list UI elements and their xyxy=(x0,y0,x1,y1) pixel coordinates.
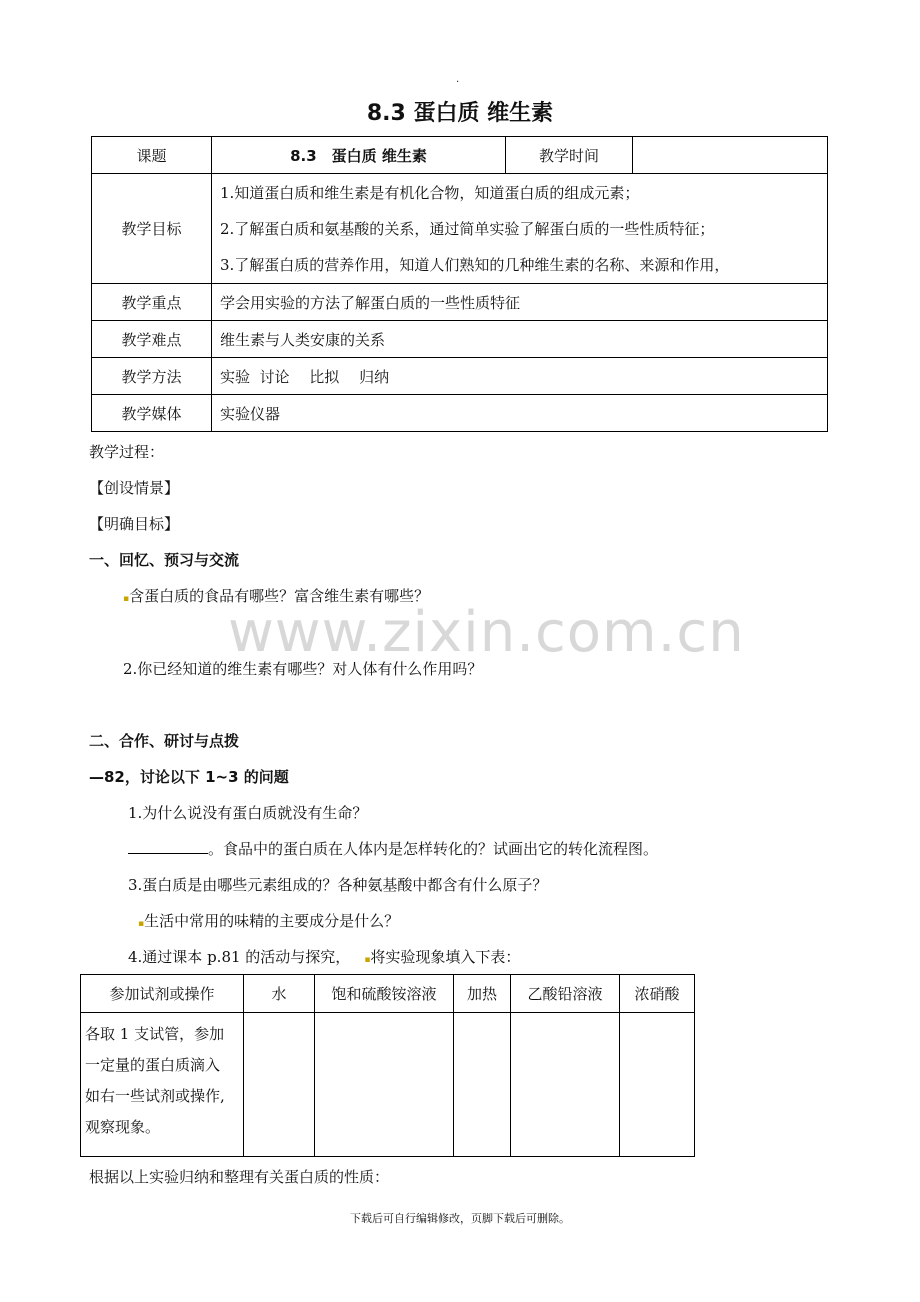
discussion-4-text-a: 4.通过课本 p.81 的活动与探究， xyxy=(128,948,351,966)
discussion-3b xyxy=(138,910,399,931)
media-label: 教学媒体 xyxy=(92,395,212,432)
exp-cell-lead-acetate[interactable] xyxy=(511,1013,620,1157)
goal-item: 1.知道蛋白质和维生素是有机化合物，知道蛋白质的组成元素； xyxy=(220,183,640,202)
exp-cell-water[interactable] xyxy=(244,1013,315,1157)
exp-description xyxy=(81,1013,244,1157)
annotation-mark: ▪ xyxy=(138,919,145,929)
discussion-3: 3.蛋白质是由哪些元素组成的？各种氨基酸中都含有什么原子？ xyxy=(128,876,548,894)
discussion-1: 1.为什么说没有蛋白质就没有生命？ xyxy=(128,804,368,822)
discussion-2-text: 。食品中的蛋白质在人体内是怎样转化的？试画出它的转化流程图。 xyxy=(208,840,659,858)
topic-value: 8.3 蛋白质 维生素 xyxy=(212,137,506,174)
discussion-2 xyxy=(128,838,658,859)
discussion-4 xyxy=(128,946,520,967)
exp-description-line: 各取 1 支试管，参加 xyxy=(85,1025,225,1043)
time-label: 教学时间 xyxy=(506,137,633,174)
exp-header-nitric-acid: 浓硝酸 xyxy=(620,975,695,1013)
lesson-info-table xyxy=(91,136,828,432)
key-value: 学会用实验的方法了解蛋白质的一些性质特征 xyxy=(212,284,828,321)
watermark: www.zixin.com.cn xyxy=(228,600,745,665)
header-dot: . xyxy=(456,74,460,85)
exp-header-ammonium-sulfate: 饱和硫酸铵溶液 xyxy=(315,975,454,1013)
section-1-heading: 一、回忆、预习与交流 xyxy=(89,551,240,569)
method-label: 教学方法 xyxy=(92,358,212,395)
discussion-3b-text: 生活中常用的味精的主要成分是什么？ xyxy=(144,912,400,930)
discussion-intro: —82，讨论以下 1~3 的问题 xyxy=(89,768,289,786)
exp-header-water: 水 xyxy=(244,975,315,1013)
goal-item: 2.了解蛋白质和氨基酸的关系，通过简单实验了解蛋白质的一些性质特征； xyxy=(220,219,715,238)
exp-cell-heat[interactable] xyxy=(454,1013,511,1157)
question-1-text: 含蛋白质的食品有哪些？富含维生素有哪些？ xyxy=(129,587,430,605)
footer-note: 下载后可自行编辑修改，页脚下载后可删除。 xyxy=(350,1212,570,1225)
key-label: 教学重点 xyxy=(92,284,212,321)
process-heading: 教学过程： xyxy=(89,443,165,461)
scenario-heading: 【创设情景】 xyxy=(89,479,180,497)
time-value xyxy=(633,137,828,174)
goals-label: 教学目标 xyxy=(92,174,212,284)
annotation-mark: ▪ xyxy=(123,594,130,604)
goal-item: 3.了解蛋白质的营养作用，知道人们熟知的几种维生素的名称、来源和作用， xyxy=(220,255,730,274)
exp-description-line: 观察现象。 xyxy=(85,1118,161,1136)
difficulty-label: 教学难点 xyxy=(92,321,212,358)
goals-cell xyxy=(212,174,828,284)
exp-description-line: 一定量的蛋白质滴入 xyxy=(85,1056,221,1074)
method-value: 实验 讨论 比拟 归纳 xyxy=(212,358,828,395)
difficulty-value: 维生素与人类安康的关系 xyxy=(212,321,828,358)
exp-cell-ammonium-sulfate[interactable] xyxy=(315,1013,454,1157)
summary-prompt: 根据以上实验归纳和整理有关蛋白质的性质： xyxy=(89,1168,390,1186)
objective-heading: 【明确目标】 xyxy=(89,515,180,533)
exp-header-lead-acetate: 乙酸铅溶液 xyxy=(511,975,620,1013)
exp-header-operation: 参加试剂或操作 xyxy=(81,975,244,1013)
page-title: 8.3 蛋白质 维生素 xyxy=(366,101,554,126)
experiment-table xyxy=(80,974,695,1157)
annotation-mark: ▪ xyxy=(364,955,371,965)
media-value: 实验仪器 xyxy=(212,395,828,432)
question-2: 2.你已经知道的维生素有哪些？对人体有什么作用吗？ xyxy=(123,660,483,678)
exp-cell-nitric-acid[interactable] xyxy=(620,1013,695,1157)
discussion-4-text-b: 将实验现象填入下表： xyxy=(370,948,521,966)
exp-header-heat: 加热 xyxy=(454,975,511,1013)
exp-description-line: 如右一些试剂或操作, xyxy=(85,1087,225,1105)
topic-label: 课题 xyxy=(92,137,212,174)
answer-blank[interactable] xyxy=(128,839,208,854)
section-2-heading: 二、合作、研讨与点拨 xyxy=(89,732,240,750)
